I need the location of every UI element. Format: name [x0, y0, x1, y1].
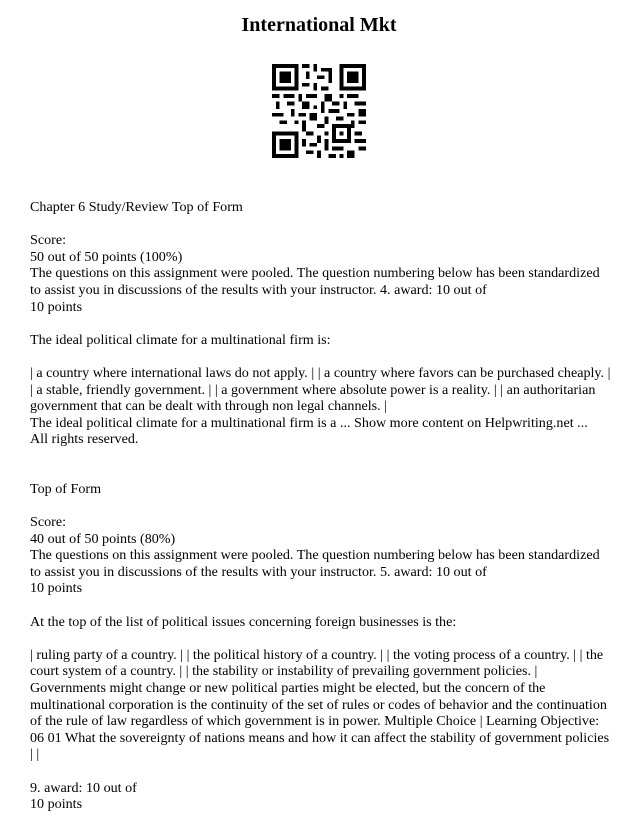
- document-body: [30, 199, 612, 813]
- section-1-question: The ideal political climate for a multinational firm is:: [30, 331, 331, 348]
- section-2-score-value: 40 out of 50 points (80%): [30, 530, 176, 547]
- section-2-question: At the top of the list of political issues concerning foreign businesses is the:: [30, 613, 457, 630]
- section-1-score-label: Score:: [30, 232, 67, 249]
- section-3-points: 10 points: [30, 796, 83, 813]
- section-1-options: | a country where international laws do not apply. | | a country where favors can be purchased cheaply. | | a stable, friendly government. | | a government where absolute power is a reality. | | an authoritarian government that can be dealt with through non legal channels. |: [30, 364, 611, 415]
- section-2-points: 10 points: [30, 580, 83, 597]
- section-2-score-label: Score:: [30, 514, 67, 531]
- section-2-heading: Top of Form: [30, 480, 102, 497]
- qr-code-icon: [272, 64, 366, 158]
- section-2-pooled-note: The questions on this assignment were pooled. The question numbering below has been standardized to assist you in discussions of the results with your instructor. 5. award: 10 out of: [30, 547, 600, 580]
- section-1-points: 10 points: [30, 298, 83, 315]
- section-2-options: | ruling party of a country. | | the political history of a country. | | the voting process of a country. | | the court system of a country. | | the stability or instability of prevailing government policies. | Governments might change or new political parties might be elected, but the concern of the multinational corporation is the continuity of the set of rules or codes of behavior and the continuation of the rule of law regardless of which government is in power. Multiple Choice | Learning Objective: 06 01 What the sovereignty of nations means and how it can affect the stability of government policies | |: [30, 646, 610, 763]
- section-1-heading: Chapter 6 Study/Review Top of Form: [30, 199, 243, 215]
- section-1-score-value: 50 out of 50 points (100%): [30, 248, 183, 265]
- section-1-pooled-note: The questions on this assignment were pooled. The question numbering below has been standardized to assist you in discussions of the results with your instructor. 4. award: 10 out of: [30, 265, 600, 298]
- page-title: International Mkt: [241, 14, 397, 36]
- section-1-more-content: The ideal political climate for a multinational firm is a ... Show more content on Helpwriting.net ...: [30, 414, 588, 431]
- section-3-award: 9. award: 10 out of: [30, 779, 137, 796]
- section-1-rights: All rights reserved.: [30, 431, 139, 448]
